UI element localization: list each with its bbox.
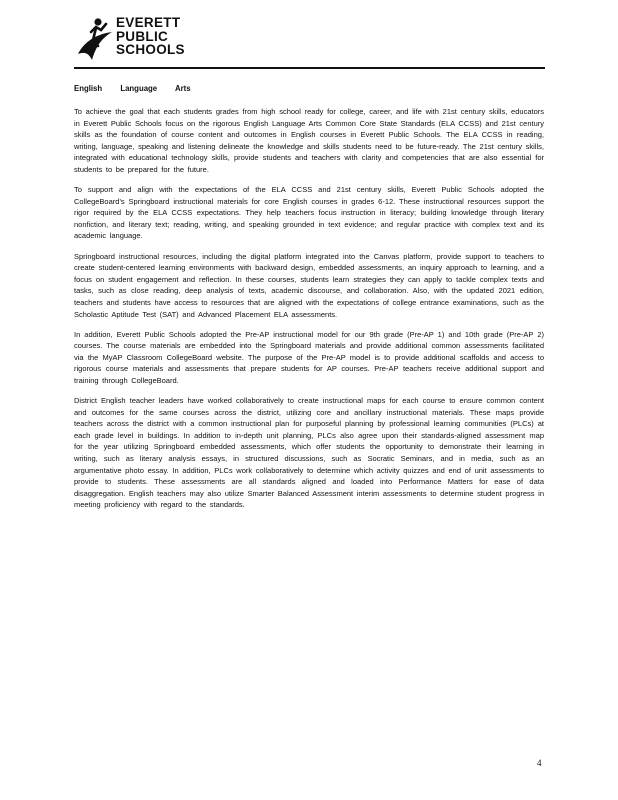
logo-line-1: EVERETT — [116, 15, 181, 30]
section-heading: English Language Arts — [74, 84, 191, 93]
paragraph-1: To achieve the goal that each students grades from high school ready for college, career, and life with 21st century skills, educators in Everett Public Schools focus on the rigorous English Language Arts Common Core State Standards (ELA CCSS) and 21st century skills as the foundation of course content and outcomes in English courses in Everett Public Schools. The ELA CCSS in reading, writing, language, speaking and listening delineate the knowledge and skills students need to be future-ready. The 21st century skills, integrated with educational technology skills, provide students and teachers with clarity and competencies that are also essential for students to be prepared for the future. — [74, 107, 544, 174]
paragraph-4: In addition, Everett Public Schools adopted the Pre-AP instructional model for our 9th grade (Pre-AP 1) and 10th grade (Pre-AP 2) courses. The course materials are embedded into the Springboard materials and provide additional common assessments facilitated via the MyAP Classroom CollegeBoard website. The purpose of the Pre-AP model is to provide additional scaffolds and access to rigorous course materials and assessments that prepare students for AP courses. Pre-AP teachers receive additional support and training through CollegeBoard. — [74, 329, 544, 385]
header-divider — [74, 67, 545, 69]
paragraph-2: To support and align with the expectations of the ELA CCSS and 21st century skills, Everett Public Schools adopted the CollegeBoard's Springboard instructional materials for core English courses in grades 6-12. These instructional resources support the rigor required by the ELA CCSS expectations. They help teachers focus instruction in literacy; building knowledge through literary nonfiction, and literary text; reading, writing, and speaking grounded in text evidence; and regular practice with complex text and its academic language. — [74, 185, 544, 241]
district-logo-icon — [74, 16, 114, 62]
district-logo-text — [116, 16, 185, 57]
page-number: 4 — [537, 758, 542, 768]
document-header — [74, 14, 544, 68]
logo-line-2: PUBLIC — [116, 28, 169, 44]
paragraph-3: Springboard instructional resources, including the digital platform integrated into the Canvas platform, provide support to teachers to create student-centered learning environments with backward design, embedded assessments, an inquiry approach to learning, and a focus on student engagement and reflection. In these courses, students learn strategies they can apply to tackle complex texts and tasks, such as close reading, deep analysis of texts, academic discourse, and collaboration. Also, with the updated 2021 edition, teachers and students have access to resources that are aligned with the expectations of college entrance examinations, such as the Scholastic Aptitude Test (SAT) and Advanced Placement ELA assessments. — [74, 251, 544, 319]
logo-line-3: SCHOOLS — [116, 42, 185, 57]
paragraph-5: District English teacher leaders have worked collaboratively to create instructional maps for each course to ensure common content and outcomes for the same courses across the district, utilizing core and ancillary instructional materials. These maps provide teachers across the district with a common instructional plan for purposeful planning by professional learning communities (PLCs) at each grade level in buildings. In addition to in-depth unit planning, PLCs also agree upon their standards-aligned assessment map for the year utilizing Springboard embedded assessments, which offer students the opportunity to demonstrate their learning in writing, such as literary analysis essays, in structured discussions, such as Socratic Seminars, and in media, such as an argumentative photo essay. In addition, PLCs work collaboratively to determine which activity quizzes and end of unit assessments to provide to students. These assessments are all standards aligned and loaded into Performance Matters for ease of data disaggregation. English teachers may also utilize Smarter Balanced Assessment interim assessments to determine student progress in meeting proficiency with regard to the standards. — [74, 396, 544, 510]
page-body — [74, 84, 544, 520]
